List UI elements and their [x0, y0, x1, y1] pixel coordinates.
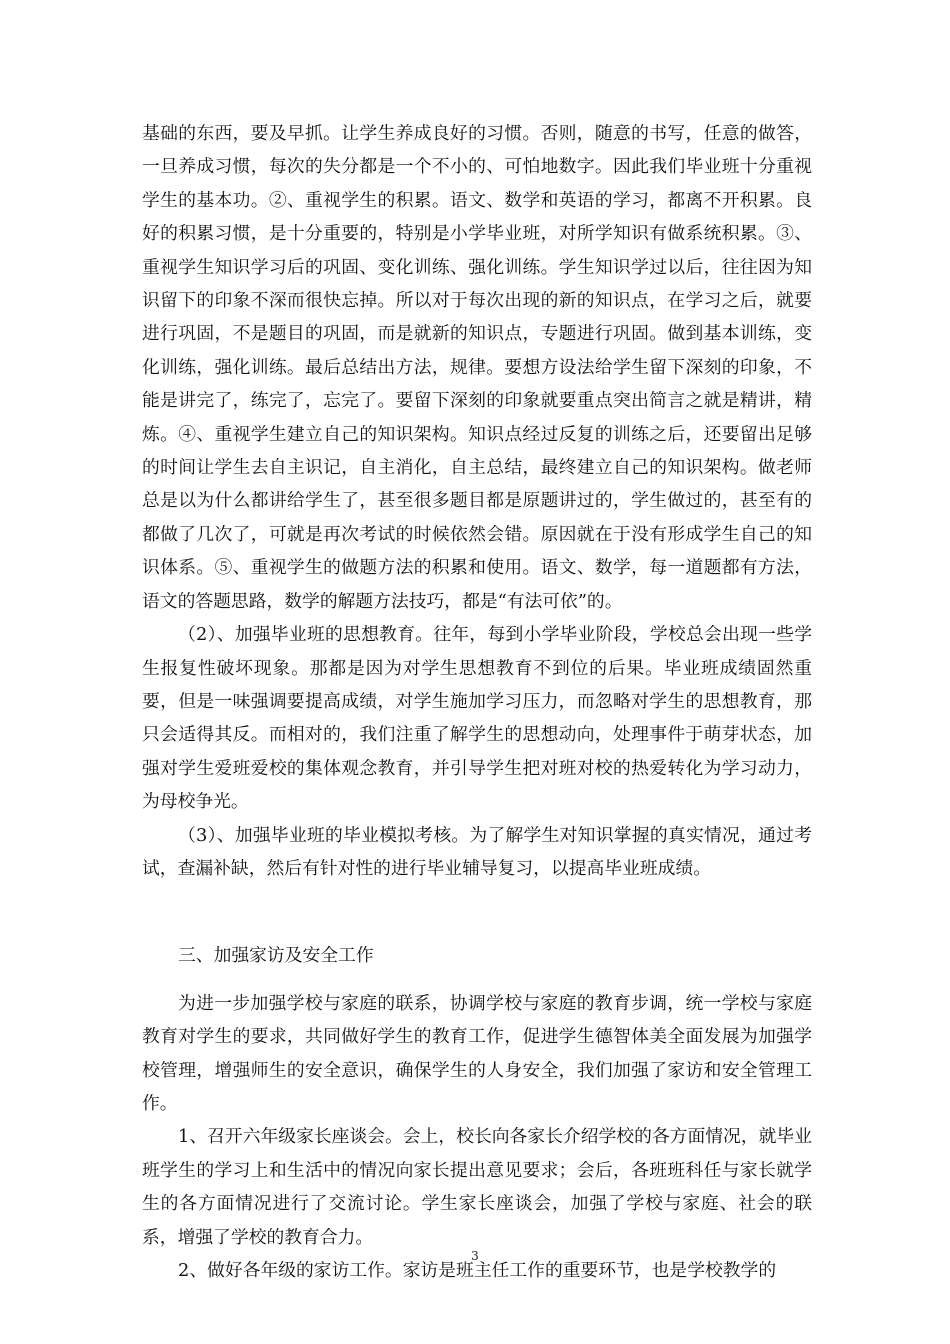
paragraph-ideological-education: （2）、加强毕业班的思想教育。往年，每到小学毕业阶段，学校总会出现一些学生报复性破坏现象。那都是因为对学生思想教育不到位的后果。毕业班成绩固然重要，但是一味强调要提高成绩，对学生施加学习压力，而忽略对学生的思想教育，那只会适得其反。而相对的，我们注重了解学生的思想动向，处理事件于萌芽状态，加强对学生爱班爱校的集体观念教育，并引导学生把对班对校的热爱转化为学习动力，为母校争光。 — [142, 624, 812, 813]
paragraph-home-visit-work: 2、做好各年级的家访工作。家访是班主任工作的重要环节，也是学校教学的 — [178, 1260, 777, 1281]
paragraph-mock-exams: （3）、加强毕业班的毕业模拟考核。为了解学生对知识掌握的真实情况，通过考试，查漏补缺，然后有针对性的进行毕业辅导复习，以提高毕业班成绩。 — [142, 824, 812, 879]
paragraph-parent-meeting: 1、召开六年级家长座谈会。会上，校长向各家长介绍学校的各方面情况，就毕业班学生的学习上和生活中的情况向家长提出意见要求；会后，各班班科任与家长就学生的各方面情况进行了交流讨论。学生家长座谈会，加强了学校与家庭、社会的联系，增强了学校的教育合力。 — [142, 1126, 812, 1248]
section-heading: 三、加强家访及安全工作 — [178, 945, 374, 967]
page-body — [142, 117, 812, 1287]
page-number: 3 — [471, 1249, 479, 1263]
paragraph-teaching-methods: 基础的东西，要及早抓。让学生养成良好的习惯。否则，随意的书写，任意的做答，一旦养成习惯，每次的失分都是一个不小的、可怕地数字。因此我们毕业班十分重视学生的基本功。②、重视学生的积累。语文、数学和英语的学习，都离不开积累。良好的积累习惯，是十分重要的，特别是小学毕业班，对所学知识有做系统积累。③、重视学生知识学习后的巩固、变化训练、强化训练。学生知识学过以后，往往因为知识留下的印象不深而很快忘掉。所以对于每次出现的新的知识点，在学习之后，就要进行巩固，不是题目的巩固，而是就新的知识点，专题进行巩固。做到基本训练，变化训练，强化训练。最后总结出方法，规律。要想方设法给学生留下深刻的印象，不能是讲完了，练完了，忘完了。要留下深刻的印象就要重点突出简言之就是精讲，精炼。④、重视学生建立自己的知识架构。知识点经过反复的训练之后，还要留出足够的时间让学生去自主识记，自主消化，自主总结，最终建立自己的知识架构。做老师总是以为什么都讲给学生了，甚至很多题目都是原题讲过的，学生做过的，甚至有的都做了几次了，可就是再次考试的时候依然会错。原因就在于没有形成学生自己的知识体系。⑤、重视学生的做题方法的积累和使用。语文、数学，每一道题都有方法，语文的答题思路，数学的解题方法技巧，都是“有法可依”的。 — [142, 123, 812, 612]
paragraph-home-visits-intro: 为进一步加强学校与家庭的联系，协调学校与家庭的教育步调，统一学校与家庭教育对学生的要求，共同做好学生的教育工作，促进学生德智体美全面发展为加强学校管理，增强师生的安全意识，确保学生的人身安全，我们加强了家访和安全管理工作。 — [142, 992, 812, 1114]
